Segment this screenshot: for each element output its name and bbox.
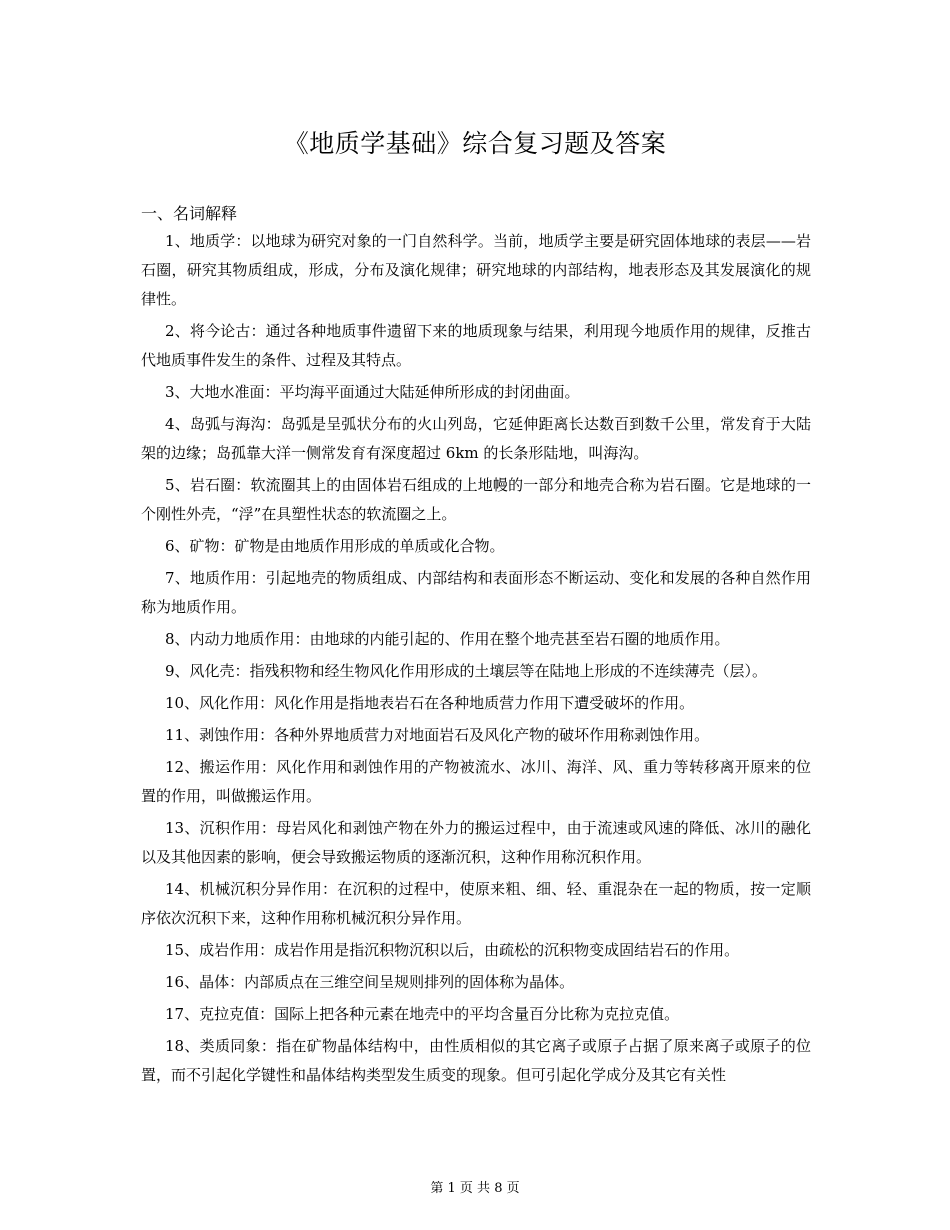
definition-item: 15、成岩作用：成岩作用是指沉积物沉积以后，由疏松的沉积物变成固结岩石的作用。 (165, 941, 740, 959)
definition-item: 1、地质学：以地球为研究对象的一门自然科学。当前，地质学主要是研究固体地球的表层——岩石圈，研究其物质组成，形成，分布及演化规律；研究地球的内部结构，地表形态及其发展演化的规律性。 (141, 232, 811, 308)
definition-item: 18、类质同象：指在矿物晶体结构中，由性质相似的其它离子或原子占据了原来离子或原子的位置，而不引起化学键性和晶体结构类型发生质变的现象。但可引起化学成分及其它有关性 (141, 1037, 811, 1084)
document-body (141, 203, 811, 1090)
definition-item: 10、风化作用：风化作用是指地表岩石在各种地质营力作用下遭受破坏的作用。 (165, 694, 695, 712)
page-footer: 第 1 页 共 8 页 (430, 1181, 520, 1196)
definition-item: 16、晶体：内部质点在三维空间呈规则排列的固体称为晶体。 (165, 973, 575, 991)
definition-item: 12、搬运作用：风化作用和剥蚀作用的产物被流水、冰川、海洋、风、重力等转移离开原来的位置的作用，叫做搬运作用。 (141, 758, 811, 805)
document-title: 《地质学基础》综合复习题及答案 (283, 129, 667, 158)
definition-item: 6、矿物：矿物是由地质作用形成的单质或化合物。 (165, 537, 505, 555)
definition-item: 14、机械沉积分异作用：在沉积的过程中，使原来粗、细、轻、重混杂在一起的物质，按一定顺序依次沉积下来，这种作用称机械沉积分异作用。 (141, 880, 811, 927)
definition-item: 13、沉积作用：母岩风化和剥蚀产物在外力的搬运过程中，由于流速或风速的降低、冰川的融化以及其他因素的影响，便会导致搬运物质的逐渐沉积，这种作用称沉积作用。 (141, 819, 811, 866)
definition-item: 3、大地水准面：平均海平面通过大陆延伸所形成的封闭曲面。 (165, 383, 580, 401)
definition-item: 7、地质作用：引起地壳的物质组成、内部结构和表面形态不断运动、变化和发展的各种自然作用称为地质作用。 (141, 569, 811, 616)
definition-item: 2、将今论古：通过各种地质事件遗留下来的地质现象与结果，利用现今地质作用的规律，反推古代地质事件发生的条件、过程及其特点。 (141, 322, 811, 369)
definition-item: 9、风化壳：指残积物和经生物风化作用形成的土壤层等在陆地上形成的不连续薄壳（层）。 (165, 662, 768, 680)
definition-item: 17、克拉克值：国际上把各种元素在地壳中的平均含量百分比称为克拉克值。 (165, 1005, 680, 1023)
definition-item: 5、岩石圈：软流圈其上的由固体岩石组成的上地幔的一部分和地壳合称为岩石圈。它是地球的一个刚性外壳，“浮”在具塑性状态的软流圈之上。 (141, 476, 811, 523)
definition-item: 8、内动力地质作用：由地球的内能引起的、作用在整个地壳甚至岩石圈的地质作用。 (165, 630, 730, 648)
section-heading: 一、名词解释 (141, 204, 238, 223)
definition-item: 11、剥蚀作用：各种外界地质营力对地面岩石及风化产物的破坏作用称剥蚀作用。 (165, 726, 710, 744)
definition-item: 4、岛弧与海沟：岛弧是呈弧状分布的火山列岛，它延伸距离长达数百到数千公里，常发育于大陆架的边缘；岛孤靠大洋一侧常发育有深度超过 6km 的长条形陆地，叫海沟。 (141, 415, 811, 462)
